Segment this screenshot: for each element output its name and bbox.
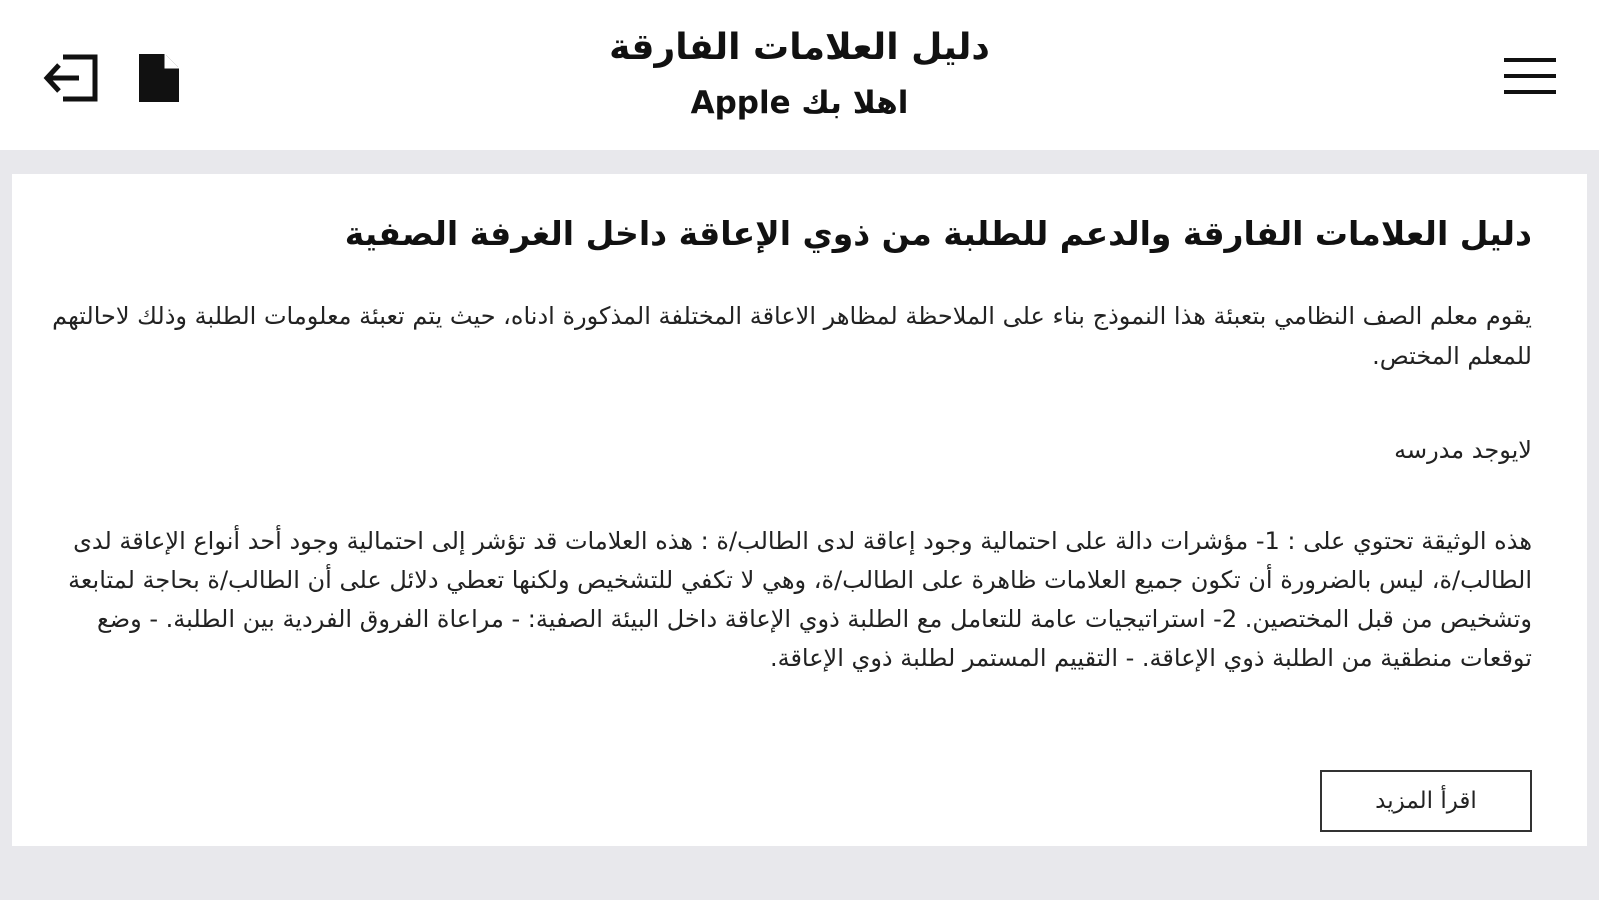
hamburger-menu-icon bbox=[1502, 54, 1558, 98]
guide-title: دليل العلامات الفارقة والدعم للطلبة من ذوي الإعاقة داخل الغرفة الصفية bbox=[344, 214, 1532, 253]
app-header bbox=[0, 0, 1599, 150]
menu-button[interactable] bbox=[1501, 50, 1559, 102]
school-status: لايوجد مدرسه bbox=[1394, 436, 1532, 464]
page-title: دليل العلامات الفارقة bbox=[609, 27, 990, 68]
guide-description: هذه الوثيقة تحتوي على : 1- مؤشرات دالة على احتمالية وجود إعاقة لدى الطالب/ة : هذه العلامات قد تؤشر إلى احتمالية وجود أحد أنواع الإعاقة لدى الطالب/ة، ليس بالضرورة أن تكون جميع العلامات ظاهرة على الطالب/ة، وهي لا تكفي للتشخيص ولكنها تعطي دلائل على أن الطالب/ة بحاجة لمتابعة وتشخيص من قبل المختصين. 2- استراتيجيات عامة للتعامل مع الطلبة ذوي الإعاقة داخل البيئة الصفية: - مراعاة الفروق الفردية بين الطلبة. - وضع توقعات منطقية من الطلبة ذوي الإعاقة. - التقييم المستمر لطلبة ذوي الإعاقة. bbox=[68, 527, 1532, 672]
read-more-button[interactable]: اقرأ المزيد bbox=[1320, 770, 1532, 832]
guide-intro: يقوم معلم الصف النظامي بتعبئة هذا النموذج بناء على الملاحظة لمظاهر الاعاقة المختلفة المذكورة ادناه، حيث يتم تعبئة معلومات الطلبة وذلك لاحالتهم للمعلم المختص. bbox=[52, 302, 1532, 370]
guide-card-content bbox=[30, 174, 1532, 678]
guide-card bbox=[12, 174, 1587, 846]
welcome-subtitle: اهلا بك Apple bbox=[690, 85, 909, 121]
